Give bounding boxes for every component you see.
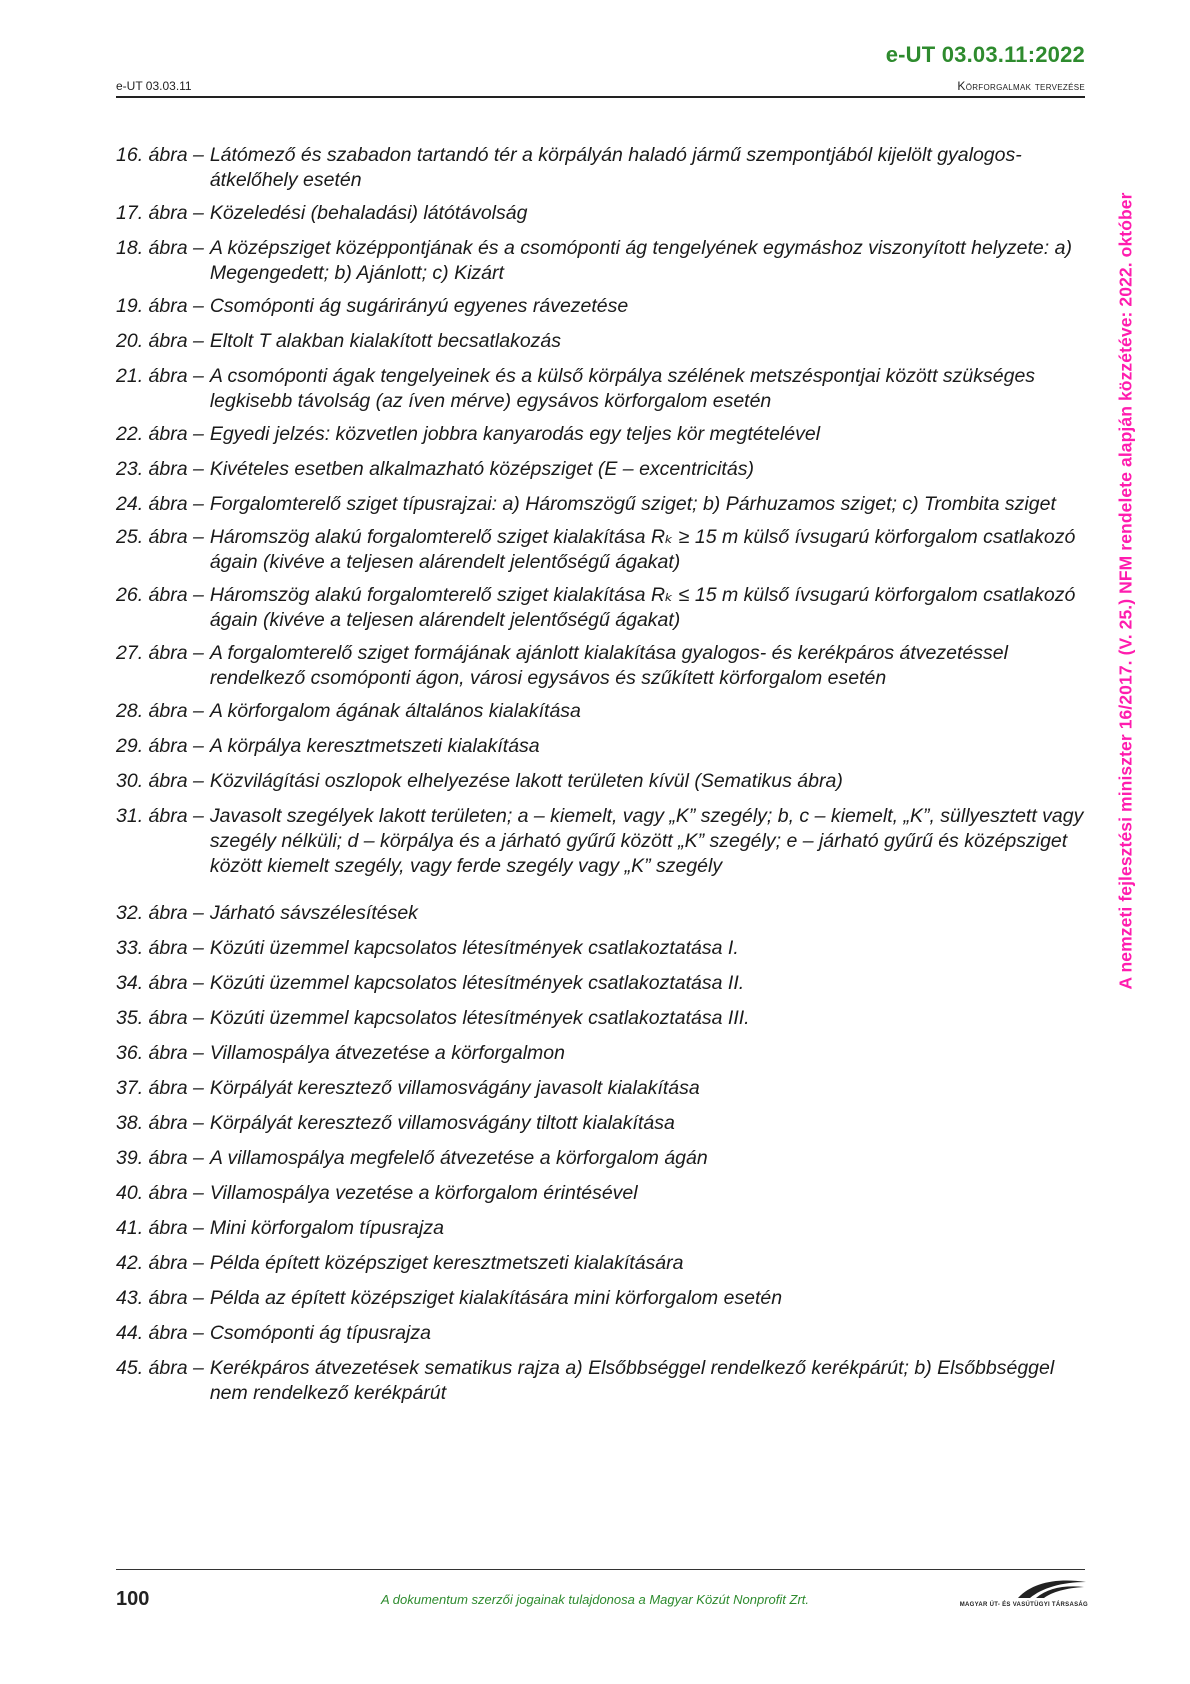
- figure-entry: [116, 294, 1090, 319]
- figure-title: Eltolt T alakban kialakított becsatlakozás: [209, 330, 562, 352]
- copyright-notice: A dokumentum szerzői jogainak tulajdonosa a Magyar Közút Nonprofit Zrt.: [380, 1592, 809, 1607]
- figure-title: Közúti üzemmel kapcsolatos létesítmények csatlakoztatása I.: [209, 937, 739, 959]
- figure-number: 30. ábra –: [116, 770, 204, 792]
- figure-number: 37. ábra –: [116, 1077, 204, 1099]
- figure-number: 34. ábra –: [116, 972, 204, 994]
- figure-entry: [116, 329, 1090, 354]
- figure-number: 28. ábra –: [116, 700, 204, 722]
- logo-text: MAGYAR ÚT- ÉS VASÚTÜGYI TÁRSASÁG: [959, 1602, 1088, 1608]
- figure-entry: [116, 422, 1090, 447]
- figure-title: Csomóponti ág sugárirányú egyenes rávezetése: [209, 295, 629, 317]
- figure-number: 17. ábra –: [116, 202, 204, 224]
- doc-code: e-UT 03.03.11:2022: [885, 42, 1085, 67]
- figure-number: 44. ábra –: [116, 1322, 204, 1344]
- figure-title: Közúti üzemmel kapcsolatos létesítmények csatlakoztatása III.: [209, 1007, 750, 1029]
- figure-title: Csomóponti ág típusrajza: [209, 1322, 431, 1344]
- figure-number: 16. ábra –: [116, 144, 204, 166]
- figure-entry: [116, 1356, 1090, 1406]
- figure-entry: [116, 364, 1090, 414]
- page-number: 100: [116, 1588, 150, 1610]
- figure-entry: [116, 583, 1090, 633]
- figure-number: 29. ábra –: [116, 735, 204, 757]
- header-right: Körforgalmak tervezése: [957, 79, 1085, 93]
- figure-number: 41. ábra –: [116, 1217, 204, 1239]
- figure-number: 20. ábra –: [116, 330, 204, 352]
- figure-title: Közúti üzemmel kapcsolatos létesítmények csatlakoztatása II.: [209, 972, 745, 994]
- figure-number: 22. ábra –: [116, 423, 204, 445]
- figure-title: Körpályát keresztező villamosvágány tiltott kialakítása: [209, 1112, 675, 1134]
- figure-title: Körpályát keresztező villamosvágány javasolt kialakítása: [209, 1077, 700, 1099]
- figure-entry: [116, 769, 1090, 794]
- figure-entry: [116, 901, 1090, 926]
- figure-entry: [116, 525, 1090, 575]
- figure-entry: [116, 236, 1090, 286]
- figure-list: [116, 143, 1090, 1416]
- figure-entry: [116, 1146, 1090, 1171]
- figure-number: 26. ábra –: [116, 584, 204, 606]
- figure-title: A villamospálya megfelelő átvezetése a körforgalom ágán: [209, 1147, 708, 1169]
- figure-title: Közeledési (behaladási) látótávolság: [209, 202, 528, 224]
- figure-number: 25. ábra –: [116, 526, 204, 548]
- figure-title: Forgalomterelő sziget típusrajzai: a) Háromszögű sziget; b) Párhuzamos sziget; c) Trombita sziget: [209, 493, 1056, 515]
- figure-entry: [116, 699, 1090, 724]
- figure-entry: [116, 1181, 1090, 1206]
- figure-entry: [116, 201, 1090, 226]
- figure-number: 39. ábra –: [116, 1147, 204, 1169]
- figure-title: Javasolt szegélyek lakott területen; a – kiemelt, vagy „K” szegély; b, c – kiemelt, „K”, süllyesztett vagy szegély nélküli; d – körpálya és a járható gyűrű között „K” szegély; e – járható gyűrű és középsziget között kiemelt szegély, vagy ferde szegély vagy „K” szegély: [209, 805, 1084, 877]
- footer-rule: [116, 1569, 1085, 1570]
- figure-entry: [116, 1321, 1090, 1346]
- figure-entry: [116, 1041, 1090, 1066]
- figure-number: 42. ábra –: [116, 1252, 204, 1274]
- figure-number: 45. ábra –: [116, 1357, 204, 1379]
- figure-number: 33. ábra –: [116, 937, 204, 959]
- figure-title: Járható sávszélesítések: [209, 902, 418, 924]
- figure-title: A középsziget középpontjának és a csomóponti ág tengelyének egymáshoz viszonyított helyzete: a) Megengedett; b) Ajánlott; c) Kizárt: [209, 237, 1072, 284]
- header-rule: [116, 96, 1085, 98]
- figure-number: 35. ábra –: [116, 1007, 204, 1029]
- figure-entry: [116, 734, 1090, 759]
- figure-title: Háromszög alakú forgalomterelő sziget kialakítása Rₖ ≤ 15 m külső ívsugarú körforgalom csatlakozó ágain (kivéve a teljesen alárendelt jelentőségű ágakat): [209, 584, 1076, 631]
- figure-entry: [116, 641, 1090, 691]
- figure-title: Kivételes esetben alkalmazható középsziget (E – excentricitás): [209, 458, 754, 480]
- logo: [938, 1576, 1088, 1616]
- figure-entry: [116, 936, 1090, 961]
- logo-swoosh-icon: [938, 1576, 1088, 1602]
- figure-number: 21. ábra –: [116, 365, 204, 387]
- figure-entry: [116, 804, 1090, 879]
- figure-number: 32. ábra –: [116, 902, 204, 924]
- figure-title: Kerékpáros átvezetések sematikus rajza a) Elsőbbséggel rendelkező kerékpárút; b) Elsőbbséggel nem rendelkező kerékpárút: [209, 1357, 1055, 1404]
- figure-title: Egyedi jelzés: közvetlen jobbra kanyarodás egy teljes kör megtételével: [209, 423, 821, 445]
- figure-entry: [116, 457, 1090, 482]
- figure-number: 24. ábra –: [116, 493, 204, 515]
- figure-entry: [116, 1216, 1090, 1241]
- figure-entry: [116, 1251, 1090, 1276]
- figure-entry: [116, 1286, 1090, 1311]
- figure-title: Villamospálya átvezetése a körforgalmon: [209, 1042, 565, 1064]
- figure-entry: [116, 143, 1090, 193]
- figure-number: 27. ábra –: [116, 642, 204, 664]
- figure-entry: [116, 1076, 1090, 1101]
- figure-number: 23. ábra –: [116, 458, 204, 480]
- figure-entry: [116, 1006, 1090, 1031]
- figure-title: Háromszög alakú forgalomterelő sziget kialakítása Rₖ ≥ 15 m külső ívsugarú körforgalom csatlakozó ágain (kivéve a teljesen alárendelt jelentőségű ágakat): [209, 526, 1076, 573]
- figure-title: A csomóponti ágak tengelyeinek és a külső körpálya szélének metszéspontjai között szükséges legkisebb távolság (az íven mérve) egysávos körforgalom esetén: [209, 365, 1036, 412]
- figure-title: A körforgalom ágának általános kialakítása: [209, 700, 581, 722]
- figure-number: 40. ábra –: [116, 1182, 204, 1204]
- figure-number: 19. ábra –: [116, 295, 204, 317]
- figure-entry: [116, 1111, 1090, 1136]
- figure-title: A forgalomterelő sziget formájának ajánlott kialakítása gyalogos- és kerékpáros átvezetéssel rendelkező csomóponti ágon, városi egysávos és szűkített körforgalom esetén: [209, 642, 1008, 689]
- side-note-text: A nemzeti fejlesztési miniszter 16/2017. (V. 25.) NFM rendelete alapján közzétéve: 2022. október: [1115, 192, 1136, 990]
- figure-entry: [116, 971, 1090, 996]
- figure-number: 38. ábra –: [116, 1112, 204, 1134]
- figure-title: Látómező és szabadon tartandó tér a körpályán haladó jármű szempontjából kijelölt gyalogos-átkelőhely esetén: [209, 144, 1022, 191]
- figure-number: 31. ábra –: [116, 805, 204, 827]
- header-left: e-UT 03.03.11: [116, 79, 192, 93]
- figure-title: Példa az épített középsziget kialakítására mini körforgalom esetén: [209, 1287, 783, 1309]
- figure-entry: [116, 492, 1090, 517]
- figure-title: A körpálya keresztmetszeti kialakítása: [209, 735, 540, 757]
- figure-number: 43. ábra –: [116, 1287, 204, 1309]
- figure-title: Példa épített középsziget keresztmetszeti kialakítására: [209, 1252, 684, 1274]
- figure-title: Közvilágítási oszlopok elhelyezése lakott területen kívül (Sematikus ábra): [209, 770, 843, 792]
- figure-number: 36. ábra –: [116, 1042, 204, 1064]
- figure-title: Villamospálya vezetése a körforgalom érintésével: [209, 1182, 638, 1204]
- figure-title: Mini körforgalom típusrajza: [209, 1217, 444, 1239]
- figure-number: 18. ábra –: [116, 237, 204, 259]
